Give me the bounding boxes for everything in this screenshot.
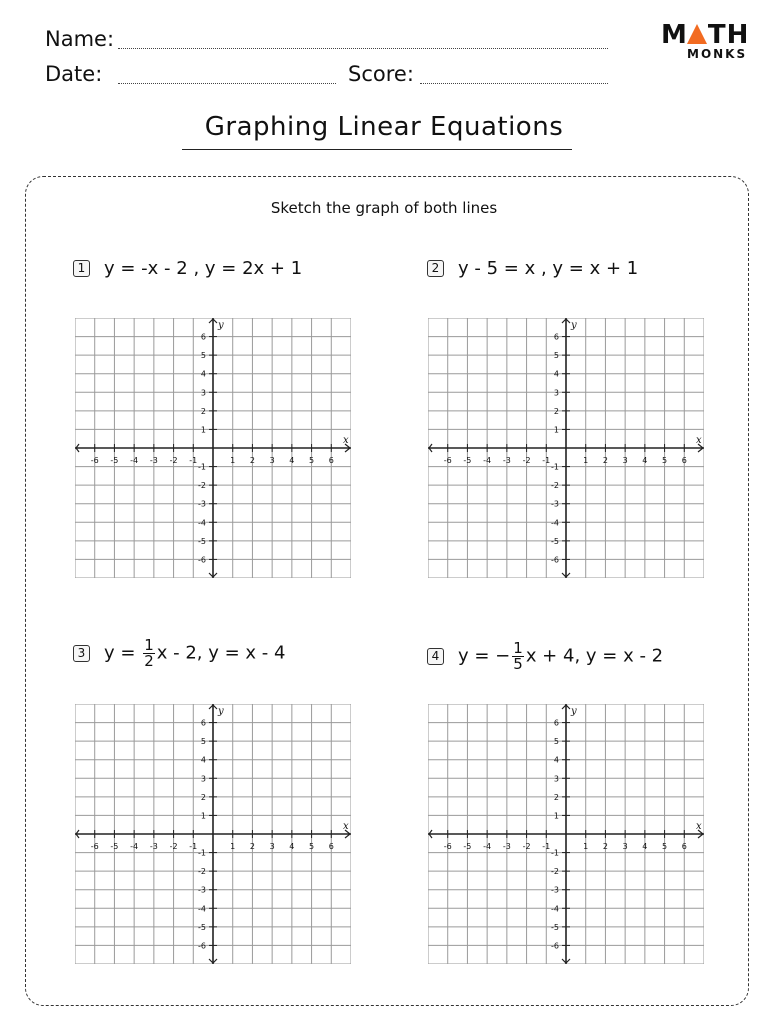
x-tick-label: 6 bbox=[681, 842, 687, 851]
y-tick-label: 3 bbox=[553, 388, 559, 398]
y-tick-label: 1 bbox=[553, 811, 559, 821]
x-tick-label: 2 bbox=[249, 456, 255, 465]
grid-svg bbox=[75, 704, 351, 964]
x-tick-label: 2 bbox=[602, 456, 608, 465]
x-tick-label: -3 bbox=[502, 456, 511, 465]
y-tick-label: 5 bbox=[200, 737, 206, 747]
fraction bbox=[512, 641, 524, 672]
x-axis-label: x bbox=[696, 435, 702, 446]
grid-svg bbox=[428, 318, 704, 578]
x-tick-label: 4 bbox=[642, 456, 648, 465]
y-tick-label: -3 bbox=[198, 885, 206, 895]
y-tick-label: -6 bbox=[198, 555, 206, 565]
y-tick-label: 6 bbox=[553, 718, 559, 728]
equation-2: y = x + 1 bbox=[552, 258, 639, 279]
x-tick-label: -6 bbox=[443, 842, 452, 851]
x-tick-label: 5 bbox=[662, 456, 668, 465]
y-tick-label: -1 bbox=[198, 462, 206, 472]
x-tick-label: 6 bbox=[681, 456, 687, 465]
y-tick-label: 5 bbox=[553, 737, 559, 747]
equation-1: y - 5 = x bbox=[458, 258, 536, 279]
x-tick-label: -6 bbox=[443, 456, 452, 465]
x-tick-label: 3 bbox=[269, 456, 275, 465]
y-tick-label: 6 bbox=[200, 718, 206, 728]
worksheet-title: Graphing Linear Equations bbox=[204, 112, 564, 142]
x-tick-label: -4 bbox=[130, 456, 139, 465]
y-tick-label: 4 bbox=[553, 369, 559, 379]
y-tick-label: -2 bbox=[551, 481, 559, 491]
separator: , bbox=[187, 258, 205, 279]
y-tick-label: 1 bbox=[200, 425, 206, 435]
x-tick-label: -5 bbox=[463, 456, 472, 465]
instruction-text: Sketch the graph of both lines bbox=[270, 199, 498, 217]
math-monks-logo bbox=[655, 20, 755, 64]
y-tick-label: 2 bbox=[200, 406, 206, 416]
y-tick-label: -4 bbox=[198, 904, 206, 914]
y-tick-label: -2 bbox=[551, 867, 559, 877]
y-tick-label: 4 bbox=[553, 755, 559, 765]
y-tick-label: 2 bbox=[553, 406, 559, 416]
x-tick-label: -2 bbox=[169, 456, 178, 465]
x-tick-label: -4 bbox=[130, 842, 139, 851]
x-tick-label: -6 bbox=[90, 456, 99, 465]
x-tick-label: 5 bbox=[309, 456, 315, 465]
y-tick-label: -1 bbox=[198, 848, 206, 858]
y-tick-label: 5 bbox=[200, 351, 206, 361]
x-tick-label: -1 bbox=[189, 842, 198, 851]
problem-number: 2 bbox=[427, 260, 444, 277]
y-tick-label: -4 bbox=[198, 518, 206, 528]
y-tick-label: 2 bbox=[553, 792, 559, 802]
grid-svg bbox=[75, 318, 351, 578]
y-axis-label: y bbox=[218, 320, 224, 331]
y-tick-label: 4 bbox=[200, 755, 206, 765]
y-axis-label: y bbox=[571, 320, 577, 331]
x-tick-label: -3 bbox=[502, 842, 511, 851]
equation-2: y = 2x + 1 bbox=[204, 258, 303, 279]
y-tick-label: -3 bbox=[551, 499, 559, 509]
y-tick-label: 4 bbox=[200, 369, 206, 379]
x-tick-label: -5 bbox=[463, 842, 472, 851]
x-tick-label: -1 bbox=[542, 456, 551, 465]
triangle-icon bbox=[686, 23, 708, 45]
equation-1: y = -x - 2 bbox=[104, 258, 188, 279]
y-tick-label: 2 bbox=[200, 792, 206, 802]
x-tick-label: 2 bbox=[249, 842, 255, 851]
date-label: Date: bbox=[45, 62, 103, 86]
name-label: Name: bbox=[45, 27, 115, 51]
y-tick-label: -5 bbox=[551, 922, 559, 932]
x-tick-label: -4 bbox=[483, 842, 492, 851]
x-tick-label: -5 bbox=[110, 842, 119, 851]
x-tick-label: 6 bbox=[328, 456, 334, 465]
x-tick-label: -2 bbox=[169, 842, 178, 851]
y-tick-label: 6 bbox=[553, 332, 559, 342]
y-tick-label: -1 bbox=[551, 462, 559, 472]
equation-2: y = x - 2 bbox=[585, 645, 664, 667]
y-tick-label: -3 bbox=[198, 499, 206, 509]
problem-2 bbox=[427, 258, 638, 279]
coordinate-grid-2[interactable] bbox=[428, 318, 704, 578]
y-tick-label: 3 bbox=[553, 774, 559, 784]
fraction bbox=[143, 638, 155, 669]
problem-4 bbox=[427, 641, 663, 672]
x-tick-label: -5 bbox=[110, 456, 119, 465]
separator: , bbox=[196, 642, 209, 664]
y-tick-label: -4 bbox=[551, 518, 559, 528]
x-axis-label: x bbox=[343, 821, 349, 832]
coordinate-grid-3[interactable] bbox=[75, 704, 351, 964]
x-tick-label: -2 bbox=[522, 842, 531, 851]
x-tick-label: -3 bbox=[149, 842, 158, 851]
y-tick-label: -4 bbox=[551, 904, 559, 914]
y-axis-label: y bbox=[218, 706, 224, 717]
equation-1-prefix: y = bbox=[104, 642, 142, 664]
logo-word: M TH bbox=[661, 20, 750, 50]
y-tick-label: -6 bbox=[551, 941, 559, 951]
problem-3 bbox=[73, 638, 285, 669]
score-label: Score: bbox=[348, 62, 414, 86]
y-tick-label: 5 bbox=[553, 351, 559, 361]
x-tick-label: -1 bbox=[542, 842, 551, 851]
x-tick-label: 5 bbox=[662, 842, 668, 851]
x-axis-label: x bbox=[343, 435, 349, 446]
y-tick-label: -3 bbox=[551, 885, 559, 895]
y-tick-label: 3 bbox=[200, 388, 206, 398]
x-tick-label: 6 bbox=[328, 842, 334, 851]
problem-number: 4 bbox=[427, 648, 444, 665]
problem-1 bbox=[73, 258, 302, 279]
fraction-denominator: 2 bbox=[144, 652, 154, 670]
x-tick-label: 4 bbox=[289, 842, 295, 851]
y-tick-label: 6 bbox=[200, 332, 206, 342]
equation-1-prefix: y = − bbox=[458, 645, 511, 667]
title-underline bbox=[182, 149, 572, 150]
equation-1-suffix: x + 4 bbox=[525, 645, 575, 667]
x-tick-label: 1 bbox=[230, 842, 236, 851]
equation-2: y = x - 4 bbox=[208, 642, 286, 664]
fraction-numerator: 1 bbox=[144, 636, 154, 654]
y-tick-label: -1 bbox=[551, 848, 559, 858]
x-tick-label: 1 bbox=[230, 456, 236, 465]
x-tick-label: 4 bbox=[642, 842, 648, 851]
x-tick-label: 3 bbox=[622, 842, 628, 851]
y-tick-label: -2 bbox=[198, 481, 206, 491]
date-field[interactable] bbox=[118, 83, 336, 84]
fraction-denominator: 5 bbox=[513, 655, 523, 673]
y-tick-label: 1 bbox=[200, 811, 206, 821]
coordinate-grid-1[interactable] bbox=[75, 318, 351, 578]
x-tick-label: -3 bbox=[149, 456, 158, 465]
grid-svg bbox=[428, 704, 704, 964]
logo-subtitle: MONKS bbox=[687, 47, 748, 61]
x-tick-label: 3 bbox=[622, 456, 628, 465]
x-tick-label: -2 bbox=[522, 456, 531, 465]
x-tick-label: 3 bbox=[269, 842, 275, 851]
y-tick-label: -5 bbox=[198, 922, 206, 932]
problem-number: 3 bbox=[73, 645, 90, 662]
x-tick-label: 5 bbox=[309, 842, 315, 851]
y-axis-label: y bbox=[571, 706, 577, 717]
y-tick-label: -5 bbox=[198, 536, 206, 546]
x-tick-label: 1 bbox=[583, 842, 589, 851]
score-field[interactable] bbox=[420, 83, 608, 84]
x-tick-label: -4 bbox=[483, 456, 492, 465]
x-tick-label: 2 bbox=[602, 842, 608, 851]
x-tick-label: 4 bbox=[289, 456, 295, 465]
y-tick-label: -6 bbox=[551, 555, 559, 565]
y-tick-label: 1 bbox=[553, 425, 559, 435]
separator: , bbox=[574, 645, 586, 667]
separator: , bbox=[535, 258, 553, 279]
y-tick-label: -5 bbox=[551, 536, 559, 546]
y-tick-label: 3 bbox=[200, 774, 206, 784]
x-tick-label: 1 bbox=[583, 456, 589, 465]
y-tick-label: -6 bbox=[198, 941, 206, 951]
coordinate-grid-4[interactable] bbox=[428, 704, 704, 964]
name-field[interactable] bbox=[118, 48, 608, 49]
problem-number: 1 bbox=[73, 260, 90, 277]
x-tick-label: -1 bbox=[189, 456, 198, 465]
equation-1-suffix: x - 2 bbox=[156, 642, 197, 664]
fraction-numerator: 1 bbox=[513, 639, 523, 657]
y-tick-label: -2 bbox=[198, 867, 206, 877]
x-axis-label: x bbox=[696, 821, 702, 832]
x-tick-label: -6 bbox=[90, 842, 99, 851]
